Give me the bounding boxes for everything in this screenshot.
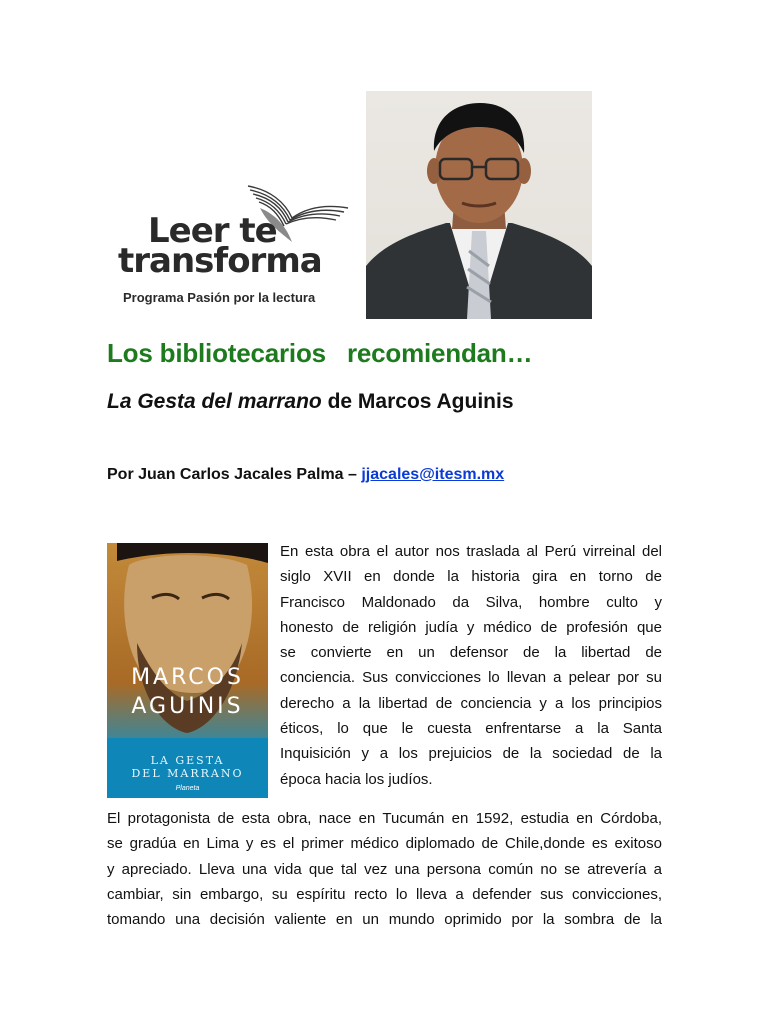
author-email-link[interactable]: jjacales@itesm.mx (361, 466, 505, 483)
paragraph-line: tomando una decisión valiente en un mundo oprimido por la sombra de la (107, 911, 662, 929)
cover-publisher-logo: Planeta (175, 785, 200, 792)
paragraph-line: En esta obra el autor nos traslada al Perú virreinal del (280, 543, 662, 560)
intro-paragraph (280, 539, 662, 792)
byline-author: Por Juan Carlos Jacales Palma – (107, 466, 362, 483)
logo-tagline: Programa Pasión por la lectura (123, 290, 316, 305)
paragraph-line: El protagonista de esta obra, nace en Tucumán en 1592, estudia en Córdoba, (107, 810, 662, 827)
cover-author-last: AGUINIS (131, 694, 244, 719)
paragraph-line: se convierte en un defensor de la libertad de (280, 644, 662, 662)
book-title-line (107, 390, 514, 414)
logo-line-1: Leer te (148, 211, 277, 251)
cover-author-first: MARCOS (131, 665, 244, 690)
book-author: de Marcos Aguinis (321, 390, 514, 413)
book-title: La Gesta del marrano (107, 390, 322, 413)
page-title: Los bibliotecarios recomiendan… (107, 338, 533, 368)
paragraph-line: honesto de religión judía y médico de profesión que (280, 618, 662, 636)
portrait-illustration (366, 91, 592, 319)
paragraph-line: y apreciado. Lleva una vida que tal vez una persona común no se atrevería a (107, 860, 662, 878)
paragraph-line: cambiar, sin embargo, su espíritu recto lo lleva a defender sus convicciones, (107, 885, 662, 903)
paragraph-line: Inquisición y a los prejuicios de la sociedad de la (280, 745, 662, 763)
paragraph-line: derecho a la libertad de conciencia y a los principios (280, 694, 662, 712)
paragraph-line: se gradúa en Lima y es el primer médico diplomado de Chile,donde es exitoso (107, 835, 662, 853)
paragraph-line: conciencia. Sus convicciones lo llevan a pelear por su (280, 669, 662, 687)
author-portrait-photo (366, 91, 592, 319)
cover-title-line-2: DEL MARRANO (131, 767, 244, 780)
paragraph-line: Francisco Maldonado da Silva, hombre culto y (280, 593, 662, 611)
logo-line-2: transforma (118, 241, 322, 281)
paragraph-line: siglo XVII en donde la historia gira en torno de (280, 568, 662, 586)
book-cover-image (107, 543, 268, 798)
paragraph-line: época hacia los judíos. (280, 770, 433, 788)
cover-title-line-1: LA GESTA (150, 754, 225, 767)
byline (107, 466, 504, 484)
paragraph-line: éticos, lo que le cuesta enfrentarse a la Santa (280, 720, 662, 738)
leer-te-transforma-logo (110, 180, 360, 315)
protagonist-paragraph (107, 806, 662, 932)
